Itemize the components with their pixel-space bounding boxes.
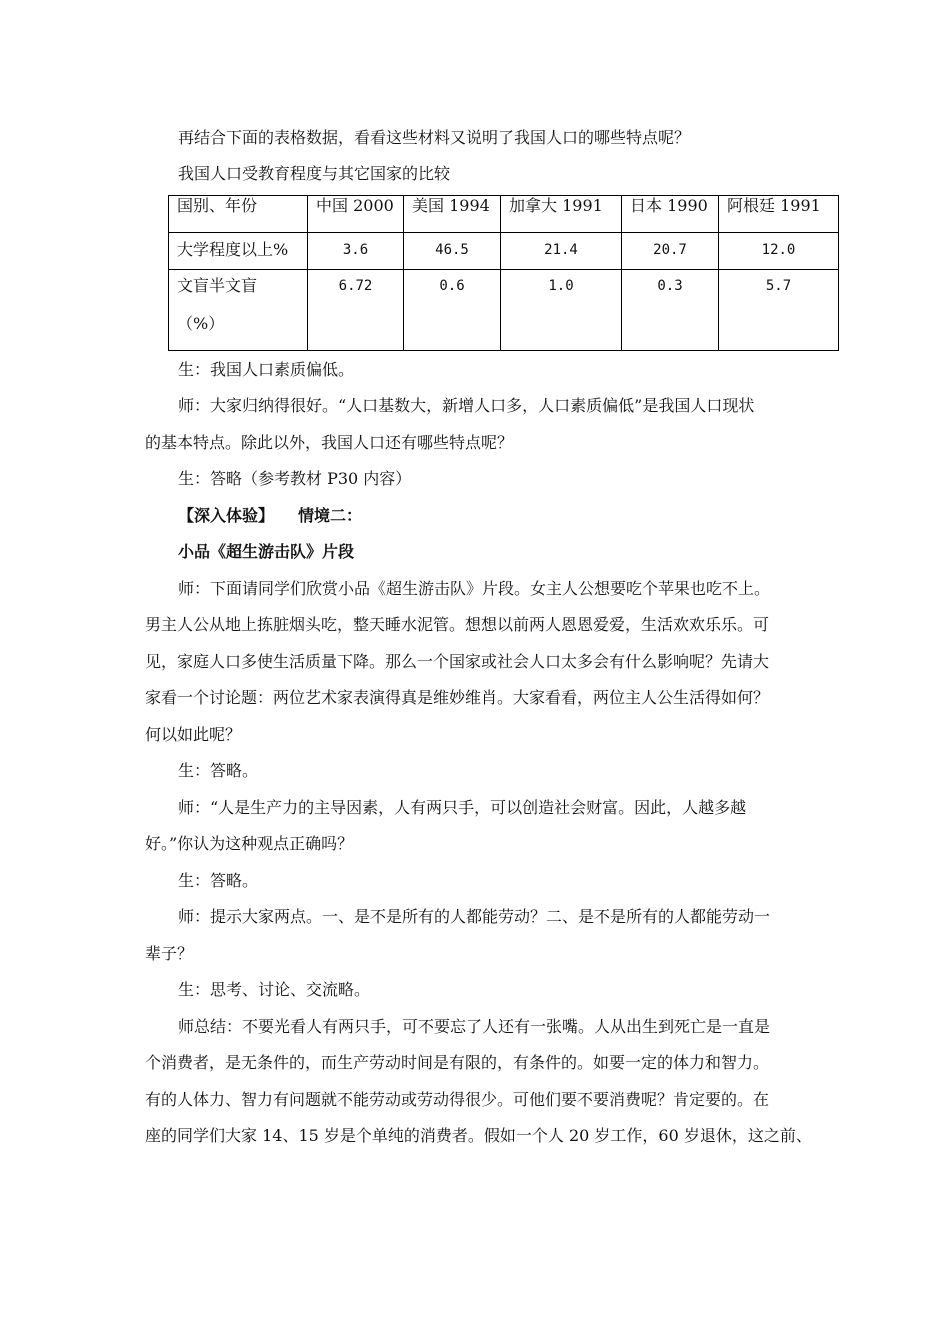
paragraph-line: 生：答略。: [178, 761, 259, 780]
paragraph-line: 生：思考、讨论、交流略。: [178, 980, 371, 999]
table-cell: 0.3: [622, 270, 719, 351]
paragraph-line: 何以如此呢？: [145, 725, 242, 744]
table-cell: 3.6: [308, 233, 404, 270]
paragraph-line: 好。”你认为这种观点正确吗？: [145, 834, 354, 853]
section-subheading: 小品《超生游击队》片段: [178, 542, 355, 561]
paragraph-line: 师：大家归纳得很好。“人口基数大，新增人口多，人口素质偏低”是我国人口现状: [178, 396, 755, 415]
section-heading: 【深入体验】 情境二：: [178, 506, 363, 525]
paragraph-line: 见，家庭人口多使生活质量下降。那么一个国家或社会人口太多会有什么影响呢？先请大: [145, 652, 770, 671]
paragraph-line: 师：“人是生产力的主导因素，人有两只手，可以创造社会财富。因此，人越多越: [178, 798, 747, 817]
paragraph-line: 个消费者，是无条件的，而生产劳动时间是有限的，有条件的。如要一定的体力和智力。: [145, 1053, 770, 1072]
row-label: [169, 270, 308, 351]
paragraph-line: 师总结：不要光看人有两只手，可不要忘了人还有一张嘴。人从出生到死亡是一直是: [178, 1017, 771, 1036]
paragraph-line: 的基本特点。除此以外，我国人口还有哪些特点呢？: [145, 433, 514, 452]
table-cell: 6.72: [308, 270, 404, 351]
header-cell: 中国 2000: [308, 196, 404, 233]
paragraph-line: 家看一个讨论题：两位艺术家表演得真是维妙维肖。大家看看，两位主人公生活得如何？: [145, 688, 770, 707]
row-label: 大学程度以上%: [169, 233, 308, 270]
row-label-line-1: 文盲半文盲: [177, 276, 258, 295]
table-row: [169, 233, 839, 270]
table-cell: 5.7: [719, 270, 839, 351]
education-comparison-table: [168, 195, 839, 351]
header-cell: 美国 1994: [404, 196, 501, 233]
table-header-row: [169, 196, 839, 233]
table-cell: 20.7: [622, 233, 719, 270]
table-cell: 21.4: [501, 233, 622, 270]
table-cell: 12.0: [719, 233, 839, 270]
paragraph-line: 辈子？: [145, 944, 194, 963]
table-cell: 1.0: [501, 270, 622, 351]
table-title: 我国人口受教育程度与其它国家的比较: [178, 164, 451, 183]
paragraph-line: 师：下面请同学们欣赏小品《超生游击队》片段。女主人公想要吃个苹果也吃不上。: [178, 579, 771, 598]
table-row: [169, 270, 839, 351]
header-cell: 国别、年份: [169, 196, 308, 233]
row-label-line-2: （%）: [177, 314, 225, 333]
paragraph-line: 生：答略（参考教材 P30 内容）: [178, 469, 412, 488]
paragraph-line: 男主人公从地上拣脏烟头吃，整天睡水泥管。想想以前两人恩恩爱爱，生活欢欢乐乐。可: [145, 615, 770, 634]
paragraph-line: 生：答略。: [178, 871, 259, 890]
header-cell: 加拿大 1991: [501, 196, 622, 233]
header-cell: 日本 1990: [622, 196, 719, 233]
table-cell: 46.5: [404, 233, 501, 270]
intro-paragraph: 再结合下面的表格数据，看看这些材料又说明了我国人口的哪些特点呢？: [178, 128, 691, 147]
paragraph-line: 有的人体力、智力有问题就不能劳动或劳动得很少。可他们要不要消费呢？肯定要的。在: [145, 1090, 770, 1109]
paragraph-line: 师：提示大家两点。一、是不是所有的人都能劳动？二、是不是所有的人都能劳动一: [178, 907, 771, 926]
paragraph-line: 生：我国人口素质偏低。: [178, 360, 355, 379]
table-cell: 0.6: [404, 270, 501, 351]
paragraph-line: 座的同学们大家 14、15 岁是个单纯的消费者。假如一个人 20 岁工作，60 岁退休，这之前、: [145, 1126, 812, 1145]
header-cell: 阿根廷 1991: [719, 196, 839, 233]
